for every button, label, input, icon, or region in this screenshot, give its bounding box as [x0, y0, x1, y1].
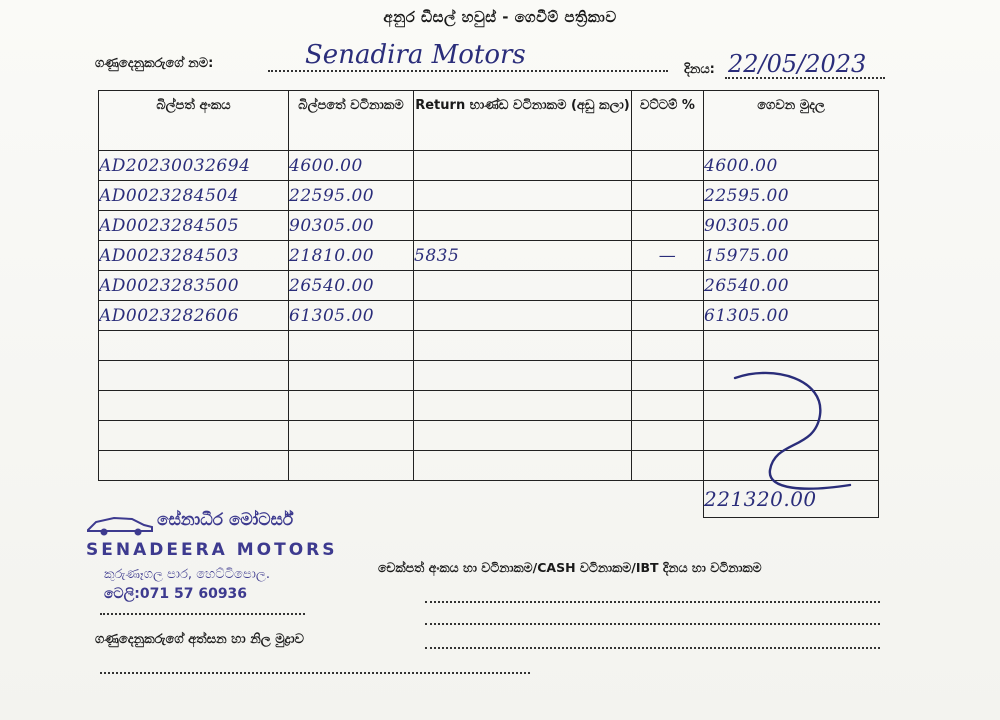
header-returns: Return භාණ්ඩ වටිනාකම (අඩු කලා) — [414, 91, 632, 151]
date-value: 22/05/2023 — [728, 50, 867, 78]
table-header-row — [99, 91, 879, 151]
bill-no-cell: AD0023284503 — [99, 241, 289, 271]
total-cell: 221320.00 — [704, 481, 879, 518]
signature-label: ගණුදෙනුකරුගේ අත්සන හා නිල මුද්‍රාව — [95, 632, 304, 647]
discount-cell — [632, 181, 704, 211]
returns-cell — [414, 271, 632, 301]
discount-cell: — — [632, 241, 704, 271]
returns-cell — [414, 301, 632, 331]
header-bill-no: බිල්පත් අංකය — [99, 91, 289, 151]
header-payment: ගෙවන මුදල — [704, 91, 879, 151]
discount-cell — [632, 151, 704, 181]
payment-line-2 — [425, 623, 880, 625]
signature-line — [100, 672, 530, 674]
bill-value-cell: 26540.00 — [289, 271, 414, 301]
table-row — [99, 181, 879, 211]
bill-no-cell: AD0023283500 — [99, 271, 289, 301]
payment-cell: 26540.00 — [704, 271, 879, 301]
discount-cell — [632, 301, 704, 331]
returns-cell — [414, 151, 632, 181]
stamp-line — [100, 613, 305, 615]
bill-value-cell: 61305.00 — [289, 301, 414, 331]
table-row — [99, 151, 879, 181]
table-row — [99, 271, 879, 301]
discount-cell — [632, 271, 704, 301]
strike-scribble — [715, 360, 855, 500]
supplier-value: Senadira Motors — [305, 40, 526, 70]
payment-method-label: චෙක්පත් අංකය හා වටිනාකම/CASH වටිනාකම/IBT දිනය හා වටිනාකම — [378, 560, 762, 575]
table-row — [99, 241, 879, 271]
car-icon — [86, 512, 154, 536]
bill-no-cell: AD0023284505 — [99, 211, 289, 241]
returns-cell: 5835 — [414, 241, 632, 271]
stamp-name-sinhala: සේනාධීර මෝටර්ස් — [157, 510, 294, 530]
payment-cell: 15975.00 — [704, 241, 879, 271]
stamp-phone: ටෙලි:071 57 60936 — [104, 586, 248, 602]
bill-value-cell: 22595.00 — [289, 181, 414, 211]
payment-cell: 61305.00 — [704, 301, 879, 331]
payment-cell: 90305.00 — [704, 211, 879, 241]
payment-line-3 — [425, 647, 880, 649]
returns-cell — [414, 211, 632, 241]
bill-value-cell: 4600.00 — [289, 151, 414, 181]
table-row — [99, 301, 879, 331]
bill-value-cell: 90305.00 — [289, 211, 414, 241]
header-bill-value: බිල්පතේ වටිනාකම — [289, 91, 414, 151]
payment-cell: 4600.00 — [704, 151, 879, 181]
bill-no-cell: AD20230032694 — [99, 151, 289, 181]
bill-no-cell: AD0023284504 — [99, 181, 289, 211]
header-discount: වට්ටම් % — [632, 91, 704, 151]
table-row — [99, 211, 879, 241]
empty-row — [99, 331, 879, 361]
returns-cell — [414, 181, 632, 211]
date-label: දිනය: — [684, 62, 715, 77]
form-title: අනුර ඩීසල් හවුස් - ගෙවීම් පත්‍රිකාව — [383, 8, 617, 26]
payment-cell: 22595.00 — [704, 181, 879, 211]
bill-no-cell: AD0023282606 — [99, 301, 289, 331]
supplier-label: ගණුදෙනුකරුගේ නම: — [95, 56, 214, 71]
stamp-name-english: SENADEERA MOTORS — [86, 540, 338, 560]
discount-cell — [632, 211, 704, 241]
payment-line-1 — [425, 601, 880, 603]
supplier-line — [268, 70, 668, 72]
stamp-address: කුරුණෑගල පාර, හෙට්ටිපොල. — [104, 567, 270, 582]
bill-value-cell: 21810.00 — [289, 241, 414, 271]
